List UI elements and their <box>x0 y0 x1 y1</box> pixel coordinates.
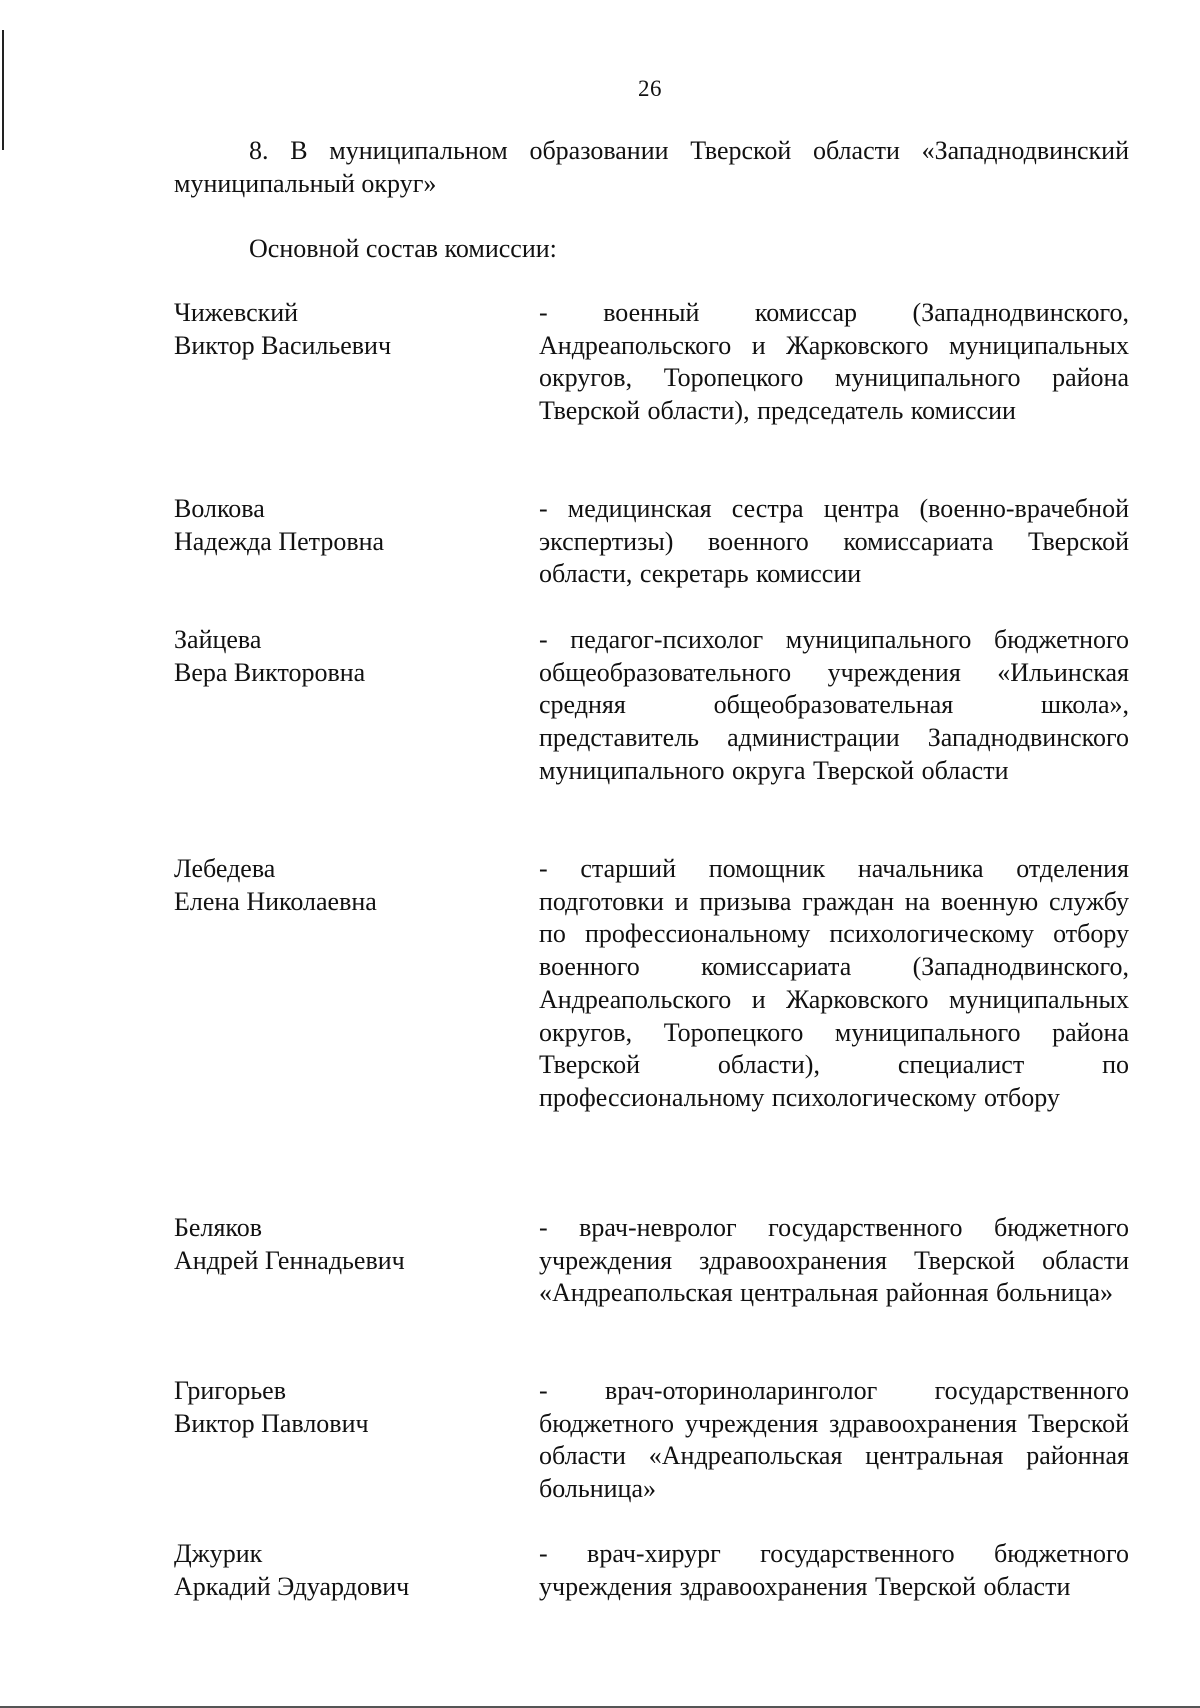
member-name <box>174 853 504 918</box>
member-given-names: Виктор Васильевич <box>174 330 392 360</box>
member-surname: Григорьев <box>174 1376 286 1405</box>
member-given-names: Вера Викторовна <box>174 657 366 687</box>
page-number: 26 <box>638 76 662 101</box>
member-name <box>174 1375 504 1440</box>
member-given-names: Надежда Петровна <box>174 526 385 556</box>
composition-label: Основной состав комиссии: <box>249 234 557 263</box>
member-role: - врач-хирург государственного бюджетного учреждения здравоохранения Тверской области <box>539 1539 1129 1601</box>
member-role: - врач-оториноларинголог государственного бюджетного учреждения здравоохранения Тверской области «Андреапольская центральная районная больница» <box>539 1376 1129 1504</box>
member-role: - врач-невролог государственного бюджетного учреждения здравоохранения Тверской области «Андреапольская центральная районная больница» <box>539 1213 1129 1308</box>
member-given-names: Андрей Геннадьевич <box>174 1245 405 1275</box>
member-name <box>174 1212 504 1277</box>
member-surname: Лебедева <box>174 854 276 883</box>
member-surname: Зайцева <box>174 625 262 654</box>
member-surname: Беляков <box>174 1213 262 1242</box>
member-given-names: Аркадий Эдуардович <box>174 1571 410 1601</box>
member-given-names: Елена Николаевна <box>174 886 377 916</box>
member-name <box>174 297 504 362</box>
member-role: - медицинская сестра центра (военно-врачебной экспертизы) военного комиссариата Тверской области, секретарь комиссии <box>539 494 1129 589</box>
member-role: - старший помощник начальника отделения подготовки и призыва граждан на военную службу по профессиональному психологическому отбору военного комиссариата (Западнодвинского, Андреапольского и Жарковского муниципальных округов, Торопецкого муниципального района Тверской области), специалист по профессиональному психологическому отбору <box>539 854 1129 1112</box>
member-role: - военный комиссар (Западнодвинского, Андреапольского и Жарковского муниципальных округов, Торопецкого муниципального района Тверской области), председатель комиссии <box>539 298 1129 426</box>
member-name <box>174 624 504 689</box>
member-role: - педагог-психолог муниципального бюджетного общеобразовательного учреждения «Ильинская средняя общеобразовательная школа», представитель администрации Западнодвинского муниципального округа Тверской области <box>539 625 1129 785</box>
member-name <box>174 493 504 558</box>
section-heading: 8. В муниципальном образовании Тверской области «Западнодвинский муниципальный округ» <box>174 136 1129 198</box>
member-name <box>174 1538 504 1603</box>
member-surname: Джурик <box>174 1539 263 1568</box>
member-surname: Чижевский <box>174 298 299 327</box>
member-surname: Волкова <box>174 494 265 523</box>
member-given-names: Виктор Павлович <box>174 1408 369 1438</box>
